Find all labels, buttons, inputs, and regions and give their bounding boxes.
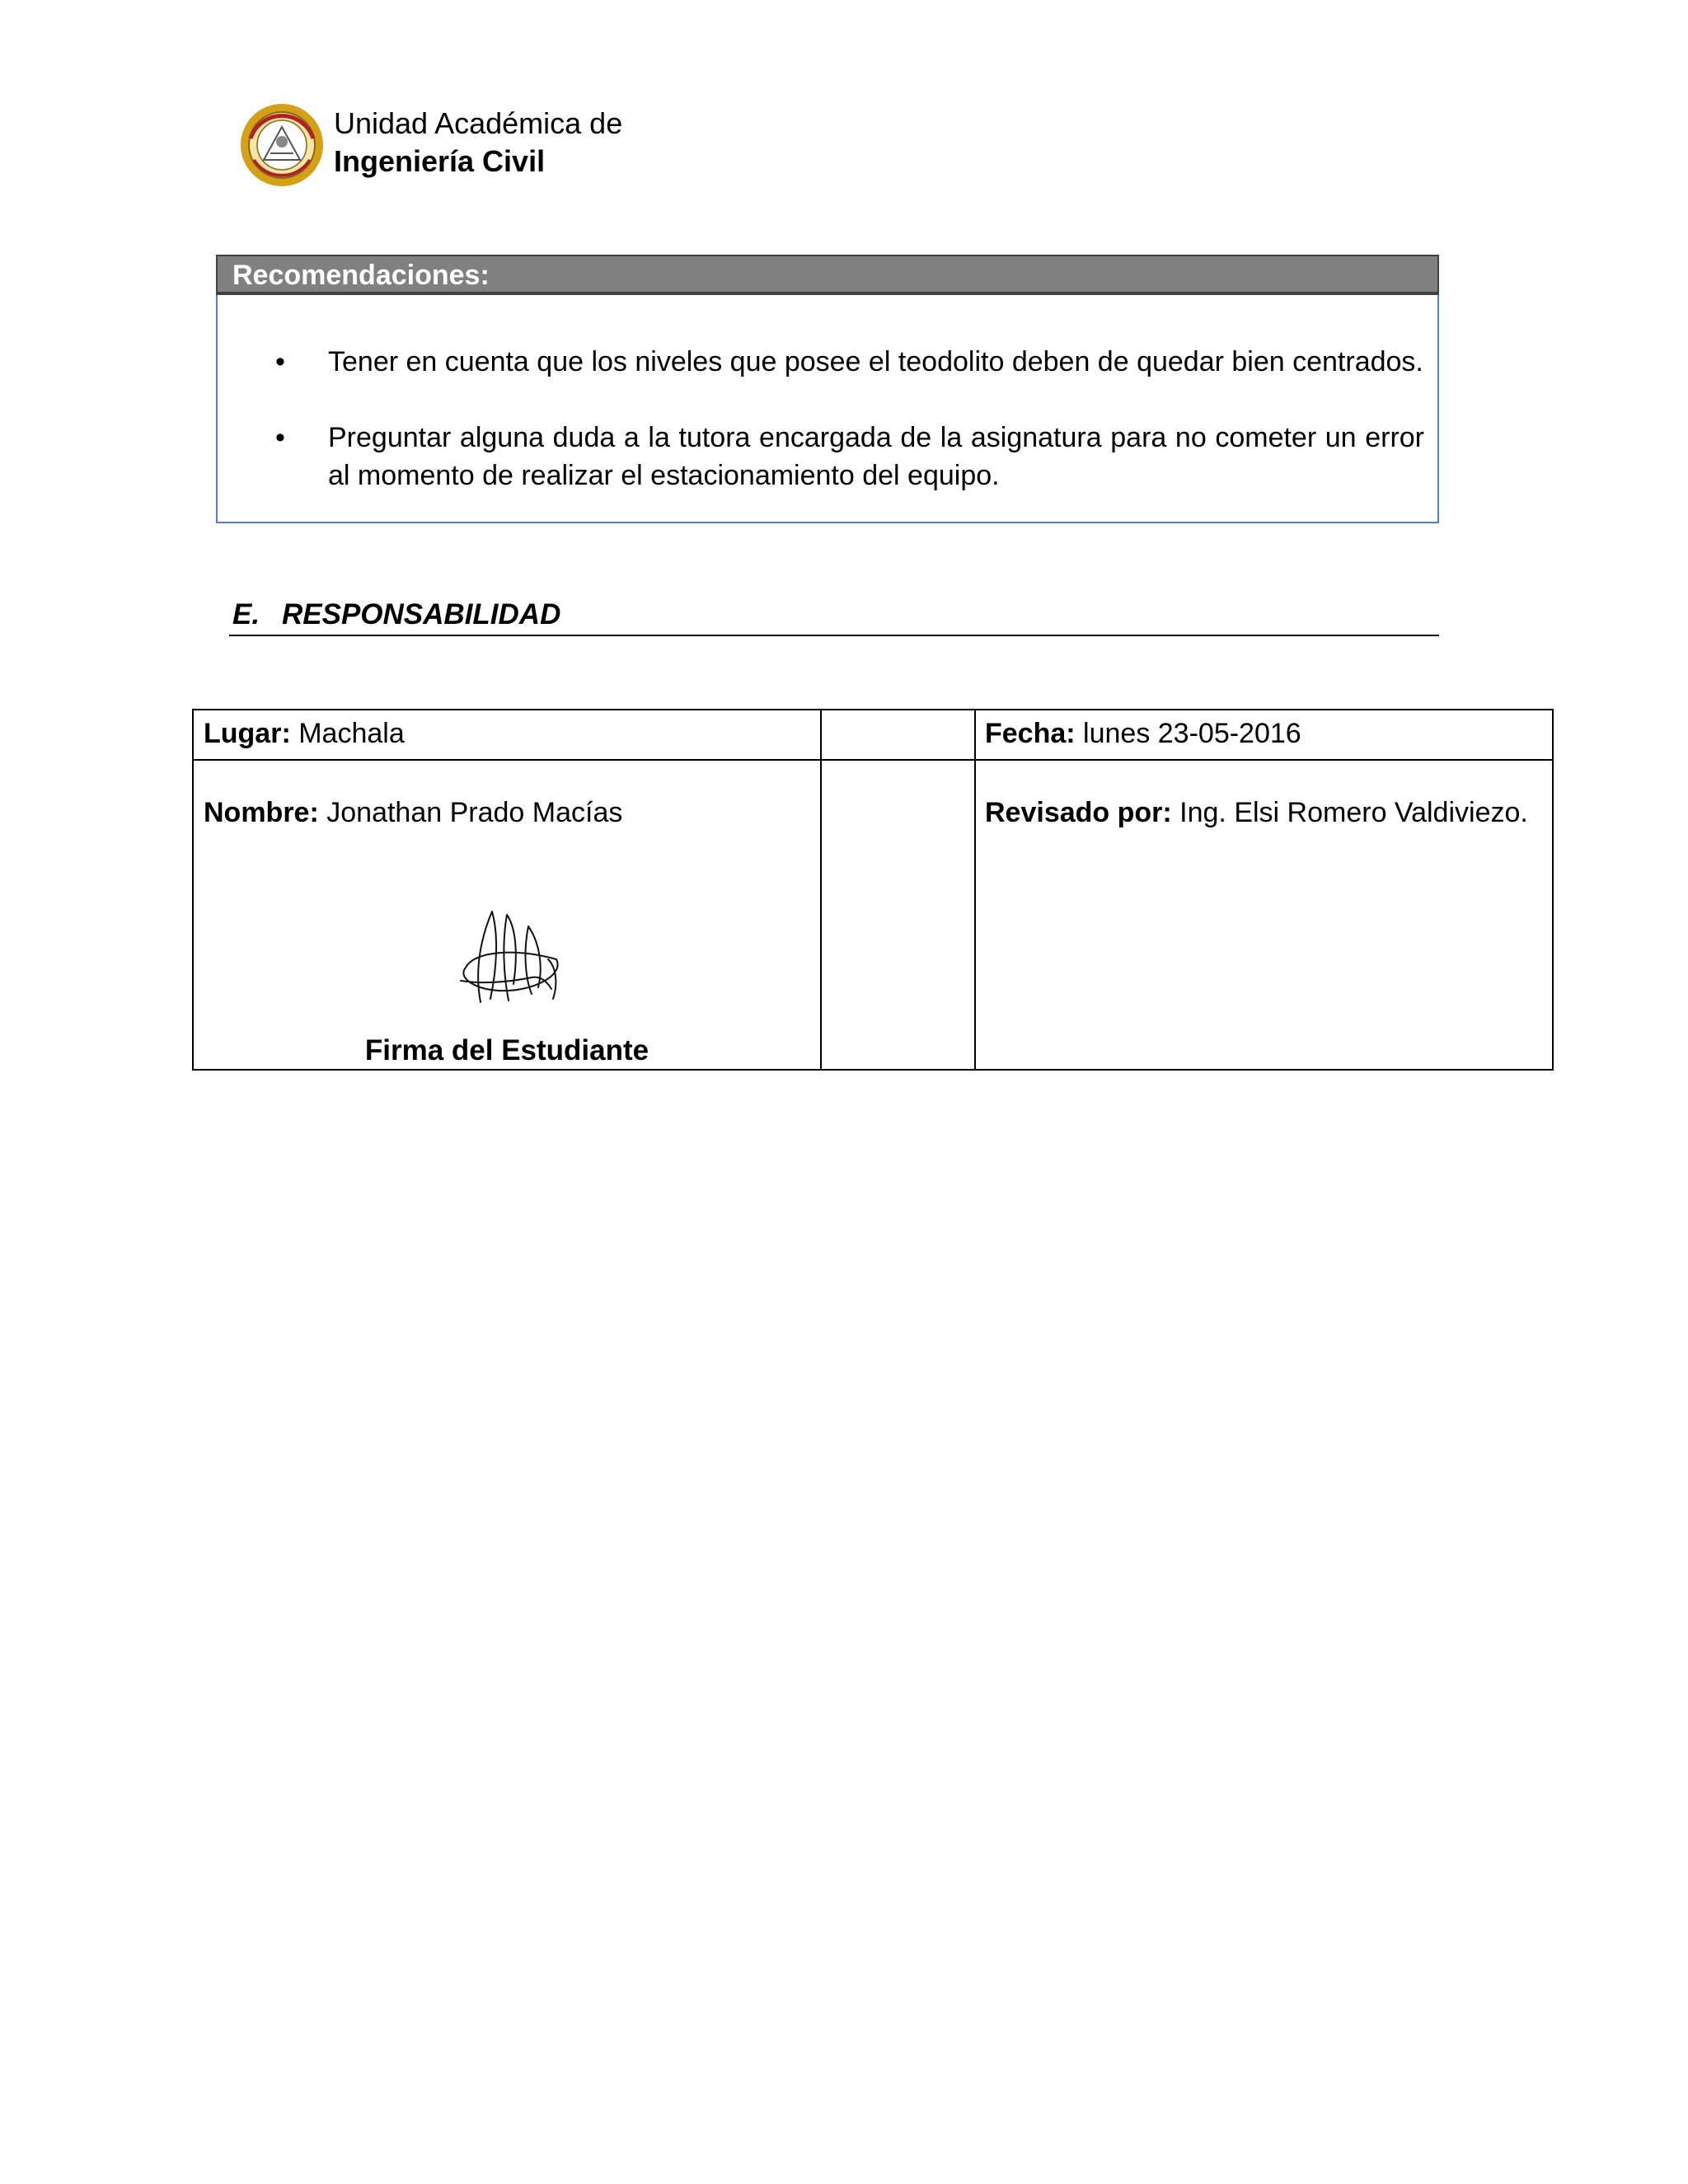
faculty-seal-logo	[239, 102, 325, 188]
recommendation-text: Tener en cuenta que los niveles que posee el teodolito deben de quedar bien centrados.	[328, 346, 1423, 377]
revisado-value: Ing. Elsi Romero Valdiviezo.	[1179, 797, 1528, 828]
bullet-icon: •	[275, 346, 285, 377]
lugar-value: Machala	[298, 718, 405, 749]
responsibility-table	[192, 709, 1554, 1071]
fecha-label: Fecha:	[985, 718, 1076, 749]
section-number: E.	[232, 598, 260, 630]
fecha-value: lunes 23-05-2016	[1083, 718, 1301, 749]
recommendation-item	[275, 419, 1424, 494]
recommendations-list	[218, 293, 1437, 522]
recommendation-item	[275, 343, 1424, 381]
nombre-label: Nombre:	[204, 797, 319, 828]
section-heading	[229, 593, 1439, 636]
section-title: RESPONSABILIDAD	[282, 598, 561, 630]
signature-caption: Firma del Estudiante	[364, 1034, 649, 1066]
recommendations-title: Recomendaciones:	[232, 260, 490, 291]
revisado-cell	[985, 796, 1528, 829]
unit-name-line2: Ingeniería Civil	[334, 144, 546, 178]
fecha-cell	[985, 717, 1301, 750]
student-signature	[449, 902, 573, 1009]
lugar-cell	[204, 717, 405, 750]
table-divider	[820, 710, 822, 1069]
bullet-icon: •	[275, 422, 285, 453]
table-divider	[194, 759, 1552, 761]
unit-name-line1: Unidad Académica de	[334, 106, 623, 140]
nombre-cell	[204, 796, 622, 829]
revisado-label: Revisado por:	[985, 797, 1172, 828]
nombre-value: Jonathan Prado Macías	[326, 797, 623, 828]
recommendation-text: Preguntar alguna duda a la tutora encargada de la asignatura para no cometer un error al momento de realizar el estacionamiento del equipo.	[328, 422, 1424, 491]
document-header	[239, 97, 734, 192]
lugar-label: Lugar:	[204, 718, 291, 749]
table-divider	[974, 710, 976, 1069]
recommendations-box	[216, 255, 1439, 523]
recommendations-header	[218, 256, 1437, 293]
